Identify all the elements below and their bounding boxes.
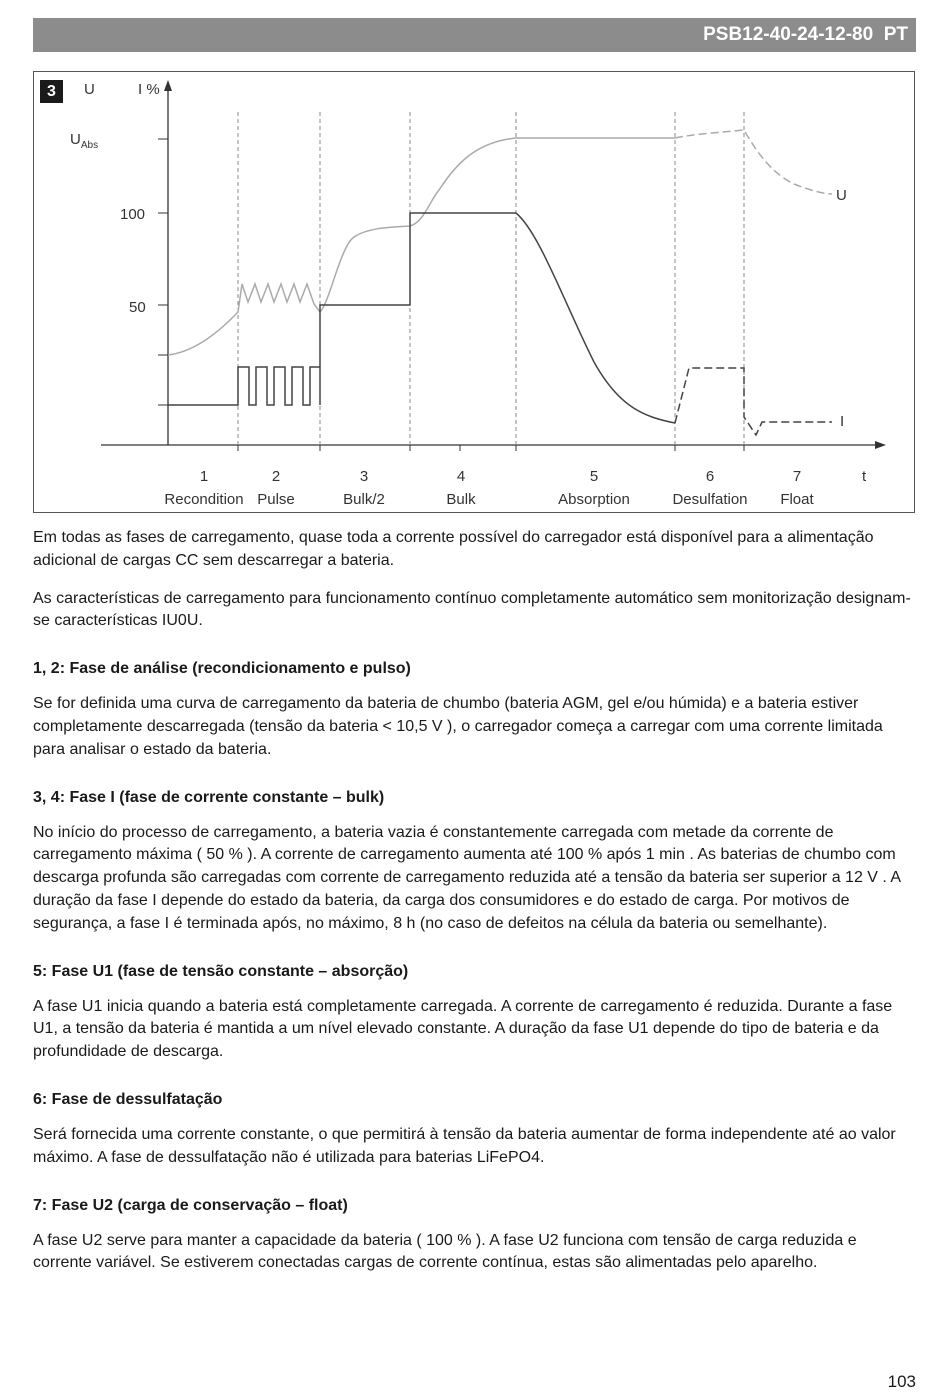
section-heading: 6: Fase de dessulfatação <box>33 1090 223 1108</box>
section-body: Se for definida uma curva de carregamento da bateria de chumbo (bateria AGM, gel e/ou húmida) e a bateria estiver completamente descarregada (tensão da bateria < 10,5 V ), o carregador começa a carregar com uma corrente limitada para analisar o estado da bateria. <box>33 695 883 758</box>
phase-num: 2 <box>271 468 281 485</box>
section-body: No início do processo de carregamento, a bateria vazia é constantemente carregada com metade da corrente de carregamento máxima ( 50 % ). A corrente de carregamento aumenta até 100 % após 1 min . As baterias de chumbo com descarga profunda são carregadas com corrente de carregamento reduzida até a tensão da bateria ser superior a 12 V . A duração da fase I depende do estado da bateria, da carga dos consumidores e do estado de carga. Por motivos de segurança, a fase I é terminada após, no máximo, 8 h (no caso de defeitos na célula da bateria ou semelhante). <box>33 823 901 932</box>
charging-curve-figure <box>33 71 915 513</box>
uabs-sub: Abs <box>80 140 99 151</box>
phase-name: Bulk <box>446 491 476 508</box>
x-axis-arrow <box>875 441 886 449</box>
charging-curve-diagram <box>34 72 916 514</box>
phase-num: 6 <box>705 468 715 485</box>
section-heading: 5: Fase U1 (fase de tensão constante – absorção) <box>33 962 409 980</box>
main-text <box>33 527 919 1290</box>
section-body: A fase U1 inicia quando a bateria está completamente carregada. A corrente de carregamento é reduzida. Durante a fase U1, a tensão da bateria é mantida a um nível elevado constante. A duração da fase U1 depende do tipo de bateria e da profundidade de descarga. <box>33 997 893 1061</box>
voltage-curve-dashed <box>675 130 832 194</box>
current-curve-dashed <box>675 368 832 435</box>
section-heading: 7: Fase U2 (carga de conservação – float) <box>33 1196 348 1214</box>
voltage-curve <box>168 138 675 355</box>
model-code: PSB12-40-24-12-80 <box>703 24 874 45</box>
axis-u-label: U <box>84 81 95 98</box>
section-heading: 1, 2: Fase de análise (recondicionamento e pulso) <box>33 660 411 678</box>
uabs-main: U <box>70 131 81 148</box>
uabs-label <box>70 131 98 151</box>
axis-t-label: t <box>862 468 867 485</box>
phase-num: 5 <box>589 468 599 485</box>
curve-i-label: I <box>840 413 845 430</box>
header-model <box>703 24 908 46</box>
intro-paragraph: Em todas as fases de carregamento, quase toda a corrente possível do carregador está disponível para a alimentação adicional de cargas CC sem descarregar a bateria. <box>33 529 874 569</box>
phase-name: Pulse <box>257 491 295 508</box>
current-curve <box>168 213 675 423</box>
phase-num: 4 <box>456 468 466 485</box>
phase-name: Bulk/2 <box>343 491 385 508</box>
y-axis-arrow <box>164 80 172 91</box>
phase-name: Desulfation <box>672 491 748 508</box>
section-body: Será fornecida uma corrente constante, o que permitirá à tensão da bateria aumentar de forma independente até ao valor máximo. A fase de dessulfatação não é utilizada para baterias LiFePO4. <box>33 1125 896 1166</box>
phase-name: Recondition <box>164 491 244 508</box>
phase-num: 1 <box>199 468 209 485</box>
phase-name: Absorption <box>558 491 630 508</box>
intro-paragraph: As características de carregamento para funcionamento contínuo completamente automático sem monitorização designam-se características IU0U. <box>33 589 911 630</box>
language-code: PT <box>883 24 908 45</box>
page-number: 103 <box>887 1372 916 1391</box>
axis-i-label: I % <box>138 81 160 98</box>
phase-name: Float <box>780 491 814 508</box>
phase-num: 3 <box>359 468 369 485</box>
section-body: A fase U2 serve para manter a capacidade da bateria ( 100 % ). A fase U2 funciona com tensão de carga reduzida e corrente variável. Se estiverem conectadas cargas de corrente contínua, estas são alimentadas pelo aparelho. <box>33 1231 857 1272</box>
tick-50-label: 50 <box>129 299 146 316</box>
page-header <box>33 18 916 52</box>
phase-num: 7 <box>792 468 802 485</box>
figure-number: 3 <box>40 80 63 103</box>
curve-u-label: U <box>836 187 847 204</box>
tick-100-label: 100 <box>120 206 146 223</box>
section-heading: 3, 4: Fase I (fase de corrente constante – bulk) <box>33 788 385 806</box>
